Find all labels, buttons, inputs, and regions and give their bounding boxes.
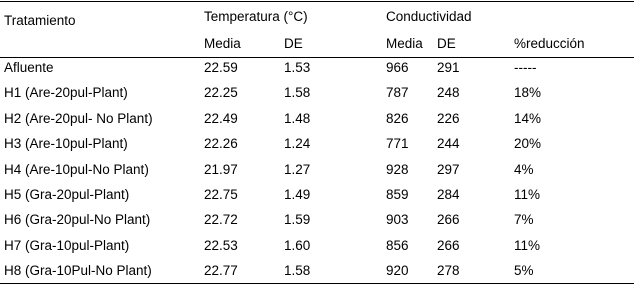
- row-cond-media: 856: [386, 237, 409, 253]
- row-temp-media: 22.72: [204, 212, 238, 228]
- row-tratamiento: H3 (Are-10pul-Plant): [4, 136, 128, 152]
- row-tratamiento: Afluente: [4, 60, 54, 75]
- row-tratamiento: H5 (Gra-20pul-Plant): [4, 187, 130, 202]
- row-cond-media: 903: [386, 212, 409, 228]
- row-reduccion: 14%: [514, 110, 542, 126]
- subheader-reduccion: %reducción: [514, 36, 585, 51]
- row-tratamiento: H1 (Are-20pul-Plant): [4, 85, 128, 101]
- row-cond-de: 284: [437, 187, 460, 202]
- subheader-temp-media: Media: [204, 36, 241, 51]
- header-rule: [0, 57, 634, 58]
- row-temp-media: 21.97: [204, 161, 238, 177]
- row-cond-de: 266: [437, 237, 460, 253]
- subheader-temp-de: DE: [284, 36, 303, 51]
- row-cond-media: 928: [386, 161, 409, 177]
- row-cond-media: 771: [386, 136, 409, 152]
- row-cond-de: 278: [437, 263, 460, 279]
- row-cond-media: 966: [386, 60, 409, 75]
- row-temp-de: 1.58: [284, 263, 311, 279]
- row-temp-de: 1.49: [284, 187, 311, 202]
- row-cond-de: 291: [437, 60, 460, 75]
- row-temp-de: 1.59: [284, 212, 311, 228]
- row-reduccion: 5%: [514, 263, 534, 279]
- header-temperatura: Temperatura (°C): [204, 9, 308, 24]
- row-reduccion: 4%: [514, 161, 534, 177]
- row-temp-de: 1.27: [284, 161, 311, 177]
- row-reduccion: 11%: [514, 237, 541, 253]
- row-temp-de: 1.53: [284, 60, 311, 75]
- top-rule: [0, 1, 634, 2]
- row-cond-media: 787: [386, 85, 409, 101]
- row-cond-media: 920: [386, 263, 409, 279]
- row-temp-media: 22.26: [204, 136, 238, 152]
- row-tratamiento: H6 (Gra-20pul-No Plant): [4, 212, 151, 228]
- row-temp-media: 22.25: [204, 85, 238, 101]
- row-reduccion: 11%: [514, 187, 541, 202]
- row-temp-media: 22.77: [204, 263, 238, 279]
- subheader-cond-media: Media: [386, 36, 423, 51]
- row-reduccion: 18%: [514, 85, 542, 101]
- row-temp-media: 22.49: [204, 110, 238, 126]
- row-reduccion: 20%: [514, 136, 542, 152]
- bottom-rule: [0, 283, 634, 284]
- subheader-cond-de: DE: [437, 36, 456, 51]
- row-tratamiento: H7 (Gra-10pul-Plant): [4, 237, 130, 253]
- row-temp-de: 1.60: [284, 237, 311, 253]
- row-reduccion: 7%: [514, 212, 534, 228]
- row-temp-de: 1.58: [284, 85, 311, 101]
- row-reduccion: -----: [514, 60, 537, 75]
- row-cond-de: 244: [437, 136, 460, 152]
- row-temp-de: 1.48: [284, 110, 311, 126]
- row-cond-media: 859: [386, 187, 409, 202]
- row-temp-media: 22.59: [204, 60, 238, 75]
- row-temp-media: 22.53: [204, 237, 238, 253]
- row-cond-de: 297: [437, 161, 460, 177]
- row-cond-de: 226: [437, 110, 460, 126]
- row-tratamiento: H2 (Are-20pul- No Plant): [4, 110, 153, 126]
- row-tratamiento: H4 (Are-10pul-No Plant): [4, 161, 149, 177]
- header-conductividad: Conductividad: [386, 9, 472, 24]
- row-tratamiento: H8 (Gra-10Pul-No Plant): [4, 263, 152, 279]
- header-tratamiento: Tratamiento: [4, 13, 76, 28]
- row-cond-media: 826: [386, 110, 409, 126]
- row-temp-de: 1.24: [284, 136, 311, 152]
- row-cond-de: 266: [437, 212, 460, 228]
- row-cond-de: 248: [437, 85, 460, 101]
- row-temp-media: 22.75: [204, 187, 238, 202]
